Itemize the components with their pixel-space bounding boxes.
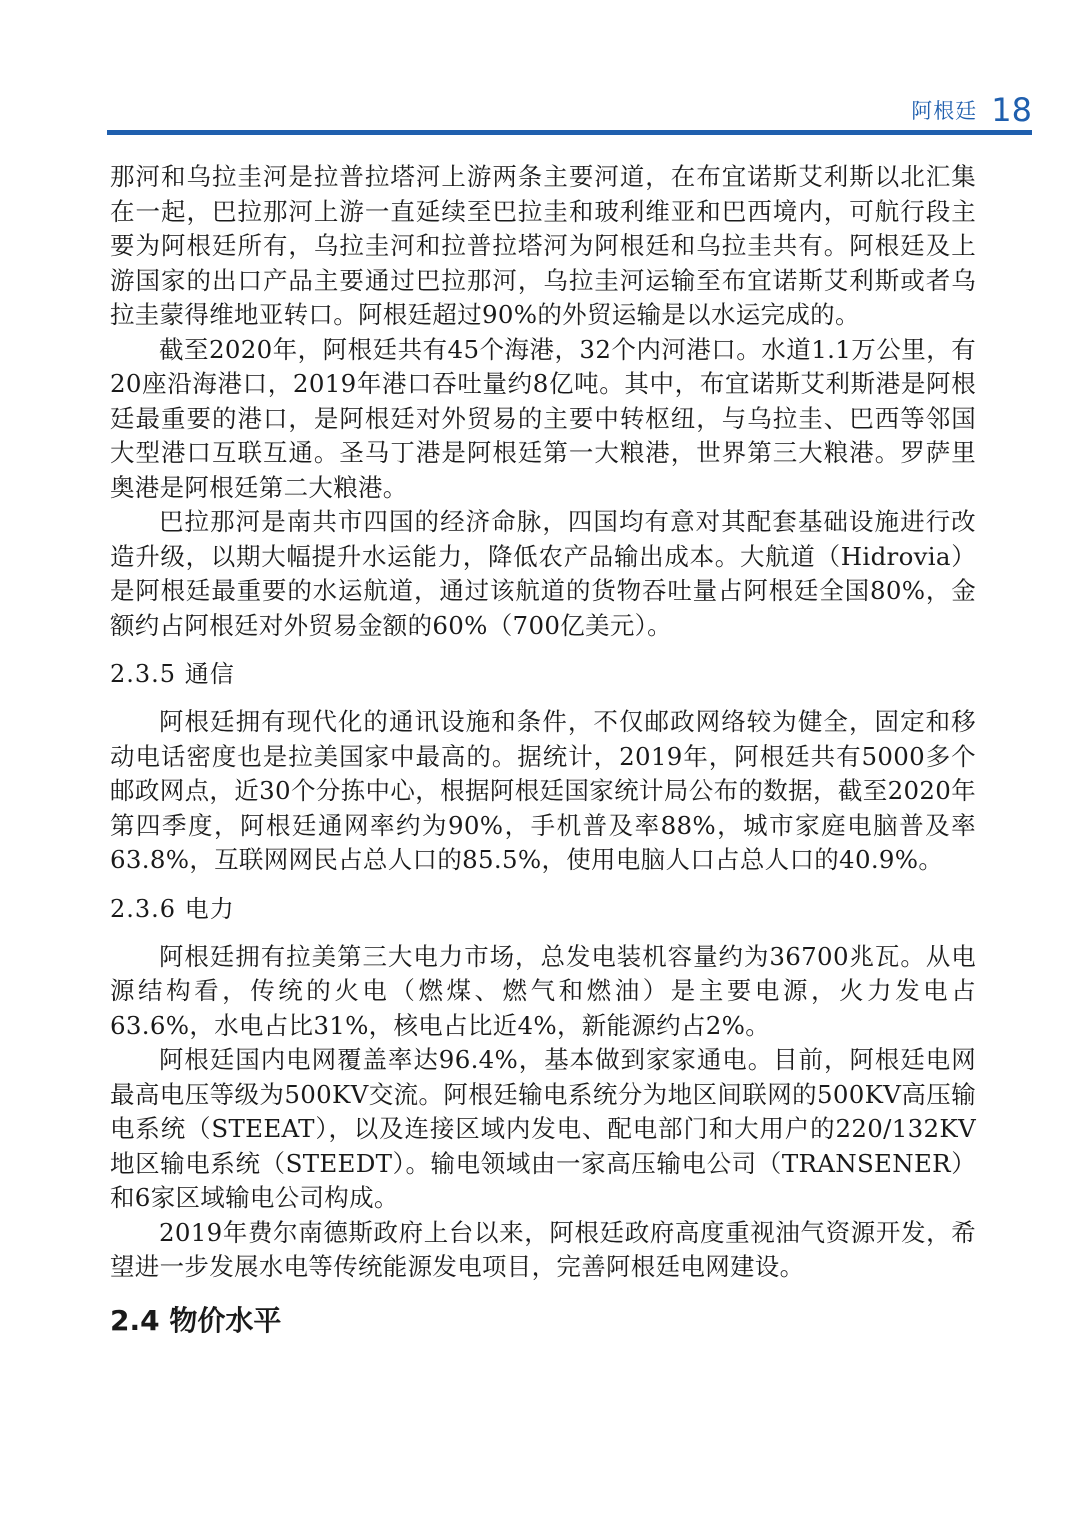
page-number: 18 [991,91,1032,129]
header-rule [107,130,1032,135]
paragraph-parana: 巴拉那河是南共市四国的经济命脉，四国均有意对其配套基础设施进行改造升级，以期大幅提升水运能力，降低农产品输出成本。大航道（Hidrovia）是阿根廷最重要的水运航道，通过该航道的货物吞吐量占阿根廷全国80%，金额约占阿根廷对外贸易金额的60%（700亿美元）。 [110,507,976,640]
paragraph-power-grid: 阿根廷国内电网覆盖率达96.4%，基本做到家家通电。目前，阿根廷电网最高电压等级为500KV交流。阿根廷输电系统分为地区间联网的500KV高压输电系统（STEEAT），以及连接区域内发电、配电部门和大用户的220/132KV地区输电系统（STEEDT）。输电领域由一家高压输电公司（TRANSENER）和6家区域输电公司构成。 [110,1045,976,1212]
header-country-label: 阿根廷 [911,99,978,123]
paragraph-telecom: 阿根廷拥有现代化的通讯设施和条件，不仅邮政网络较为健全，固定和移动电话密度也是拉美国家中最高的。据统计，2019年，阿根廷共有5000多个邮政网点，近30个分拣中心，根据阿根廷国家统计局公布的数据，截至2020年第四季度，阿根廷通网率约为90%，手机普及率88%，城市家庭电脑普及率63.8%，互联网网民占总人口的85.5%，使用电脑人口占总人口的40.9%。 [110,707,976,874]
heading-2-3-6: 2.3.6 电力 [110,894,235,923]
page-header [911,88,1032,132]
paragraph-continued: 那河和乌拉圭河是拉普拉塔河上游两条主要河道，在布宜诺斯艾利斯以北汇集在一起，巴拉那河上游一直延续至巴拉圭和玻利维亚和巴西境内，可航行段主要为阿根廷所有，乌拉圭河和拉普拉塔河为阿根廷和乌拉圭共有。阿根廷及上游国家的出口产品主要通过巴拉那河，乌拉圭河运输至布宜诺斯艾利斯或者乌拉圭蒙得维地亚转口。阿根廷超过90%的外贸运输是以水运完成的。 [110,162,976,329]
paragraph-power-market: 阿根廷拥有拉美第三大电力市场，总发电装机容量约为36700兆瓦。从电源结构看，传统的火电（燃煤、燃气和燃油）是主要电源，火力发电占63.6%，水电占比31%，核电占比近4%，新能源约占2%。 [110,941,976,1040]
paragraph-ports: 截至2020年，阿根廷共有45个海港，32个内河港口。水道1.1万公里，有20座沿海港口，2019年港口吞吐量约8亿吨。其中，布宜诺斯艾利斯港是阿根廷最重要的港口，是阿根廷对外贸易的主要中转枢纽，与乌拉圭、巴西等邻国大型港口互联互通。圣马丁港是阿根廷第一大粮港，世界第三大粮港。罗萨里奥港是阿根廷第二大粮港。 [110,334,976,502]
heading-2-4: 2.4 物价水平 [110,1303,282,1337]
heading-2-3-5: 2.3.5 通信 [110,660,235,688]
paragraph-power-policy: 2019年费尔南德斯政府上台以来，阿根廷政府高度重视油气资源开发，希望进一步发展水电等传统能源发电项目，完善阿根廷电网建设。 [110,1217,976,1281]
page-body [110,160,976,1341]
